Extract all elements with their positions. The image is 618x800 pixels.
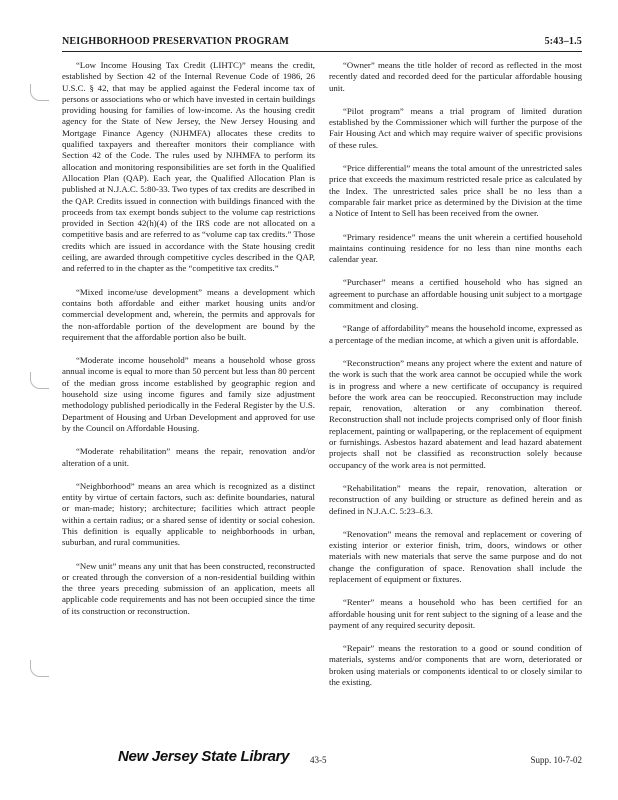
definition-rehabilitation: “Rehabilitation” means the repair, renovation, alteration or reconstruction of any building or structure as defined herein and as defined in N.J.A.C. 5:23–6.3. xyxy=(329,482,582,516)
definition-mixed-income-use-development: “Mixed income/use development” means a development which contains both affordable and either market housing units and/or commercial development and, wherein, the permits and approvals for the non-affordable portion of the development are bound by the requirement that the affordable portion also be built. xyxy=(62,286,315,342)
definition-moderate-rehabilitation: “Moderate rehabilitation” means the repair, renovation and/or alteration of a unit. xyxy=(62,446,315,468)
header-section-number: 5:43–1.5 xyxy=(544,36,582,47)
definition-reconstruction: “Reconstruction” means any project where the extent and nature of the work is such that the work area cannot be occupied while the work is in progress and where a new certificate of occupancy is required before the work area can be reoccupied. Reconstruction may include repair, renovation, alteration or any combination thereof. Reconstruction shall not include projects comprised only of floor finish replacement, painting or wallpapering, or the replacement of equipment or furnishings. Asbestos hazard abatement and lead hazard abatement projects shall not be classified as reconstruction solely because occupancy of the work area is not permitted. xyxy=(329,357,582,470)
margin-mark xyxy=(30,372,49,389)
margin-mark xyxy=(30,84,49,101)
definition-neighborhood: “Neighborhood” means an area which is recognized as a distinct entity by virtue of certain factors, such as: definite boundaries, natural or man-made; history; architecture; facilities which attract people within a certain radius; or a shared sense of identity or social cohesion. This definition is equally applicable to neighborhoods in urban, suburban, and rural communities. xyxy=(62,480,315,548)
margin-mark xyxy=(30,660,49,677)
definition-primary-residence: “Primary residence” means the unit wherein a certified household maintains continuing residence for no less than nine months each calendar year. xyxy=(329,231,582,265)
page-number: 43-5 xyxy=(310,755,327,765)
definition-renovation: “Renovation” means the removal and replacement or covering of existing interior or exterior finish, trim, doors, windows or other materials with new materials that serve the same purpose and do not change the configuration of space. Renovation shall include the replacement of equipment or fixtures. xyxy=(329,528,582,584)
definition-repair: “Repair” means the restoration to a good or sound condition of materials, systems and/or components that are worn, deteriorated or broken using materials or components identical to or closely similar to the existing. xyxy=(329,643,582,688)
definition-pilot-program: “Pilot program” means a trial program of limited duration established by the Commissioner which will further the purpose of the Fair Housing Act and which may require waiver of specific provisions of these rules. xyxy=(329,105,582,150)
definition-lihtc: “Low Income Housing Tax Credit (LIHTC)” means the credit, established by Section 42 of the Internal Revenue Code of 1986, 26 U.S.C. § 42, that may be applied against the Federal income tax of persons or associations who or which have invested in certain buildings providing housing for families of low-income. As the housing credit agency for the State of New Jersey, the New Jersey Housing and Mortgage Finance Agency (NJHMFA) allocates these credits to qualified taxpayers and thereafter monitors their compliance with Section 42 of the Code. The rules used by NJHMFA to perform its allocation and monitoring responsibilities are set forth in the Qualified Allocation Plan (QAP). Each year, the Qualified Allocation Plan is published at N.J.A.C. 5:80-33. Two types of tax credits are described in the QAP. Credits issued in connection with buildings financed with the proceeds from tax exempt bonds subject to the volume cap restrictions provided in Section 42(h)(4) of the IRS code are not allocated on a competitive basis and are referred to as “volume cap tax credits.” Those credits which are issued in accordance with the State housing credit ceiling, are awarded through competitive cycles described in the QAP, and referred to in the chapter as the “competitive tax credits.” xyxy=(62,60,315,274)
supplement-date: Supp. 10-7-02 xyxy=(530,755,582,765)
definition-purchaser: “Purchaser” means a certified household who has signed an agreement to purchase an affordable housing unit subject to a mortgage commitment and closing. xyxy=(329,277,582,311)
definition-owner: “Owner” means the title holder of record as reflected in the most recently dated and recorded deed for the particular affordable housing unit. xyxy=(329,60,582,93)
right-column xyxy=(329,60,582,700)
header-rule xyxy=(62,51,582,52)
definition-renter: “Renter” means a household who has been certified for an affordable housing unit for rent subject to the signing of a lease and the payment of any required security deposit. xyxy=(329,597,582,630)
definition-price-differential: “Price differential” means the total amount of the unrestricted sales price that exceeds the maximum restricted resale price as calculated by the Index. The unrestricted sales price shall be no less than a comparable fair market price as determined by the Division at the time a Notice of Intent to Sell has been received from the owner. xyxy=(329,163,582,219)
definition-moderate-income-household: “Moderate income household” means a household whose gross annual income is equal to more than 50 percent but less than 80 percent of the median gross income established by geographic region and household size using income figures and family size adjustment methodology published periodically in the Federal Register by the U.S. Department of Housing and Urban Development and approved for use by the Council on Affordable Housing. xyxy=(62,355,315,433)
header-title: NEIGHBORHOOD PRESERVATION PROGRAM xyxy=(62,36,290,47)
running-header xyxy=(62,36,582,50)
library-stamp: New Jersey State Library xyxy=(118,748,290,765)
definition-range-of-affordability: “Range of affordability” means the household income, expressed as a percentage of the median income, at which a given unit is affordable. xyxy=(329,323,582,345)
left-column xyxy=(62,60,315,629)
definition-new-unit: “New unit” means any unit that has been constructed, reconstructed or created through the conversion of a non-residential building within the three years preceding submission of an application, meets all applicable code requirements and has not been occupied since the time of its construction or reconstruction. xyxy=(62,560,315,616)
page-footer xyxy=(62,748,582,768)
